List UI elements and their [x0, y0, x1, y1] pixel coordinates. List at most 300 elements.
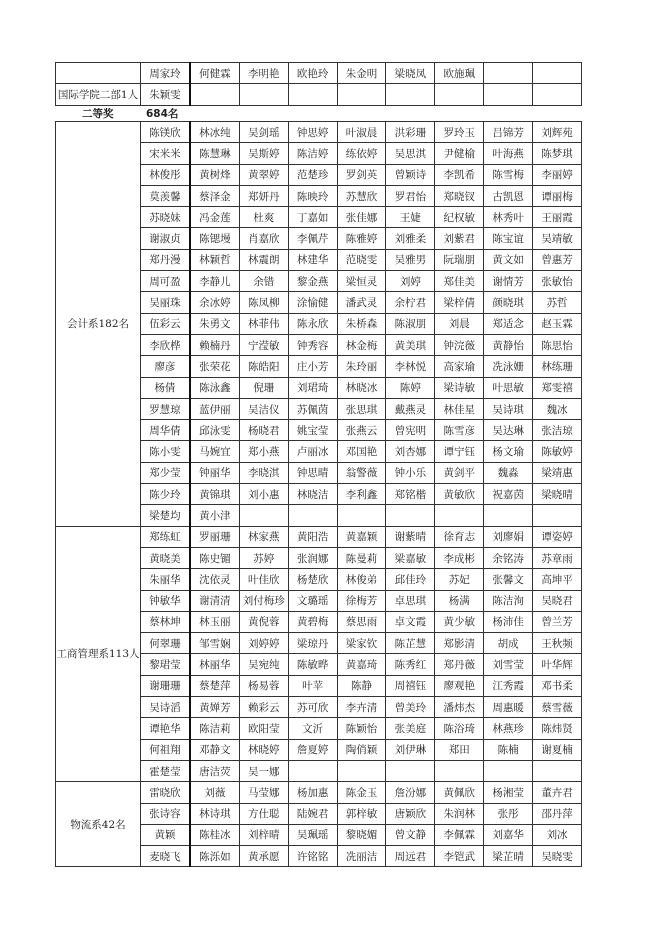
student-name-cell: 张燕云	[337, 420, 386, 441]
student-name-cell: 陈颖怡	[337, 718, 386, 739]
student-name-cell: 卓思琪	[386, 590, 435, 611]
student-name-cell: 陶俏颖	[337, 739, 386, 760]
student-name-cell: 黄静怡	[484, 334, 533, 355]
student-name-cell: 李凯希	[435, 164, 484, 185]
student-name-cell: 冼丽洁	[337, 846, 386, 867]
student-name-cell: 苏晓妹	[141, 207, 190, 228]
student-name-cell: 李卉清	[337, 697, 386, 718]
student-name-cell: 黄佩欣	[435, 782, 484, 803]
student-name-cell: 黄嘉颖	[337, 526, 386, 547]
table-row	[56, 526, 582, 547]
student-name-cell: 周可盈	[141, 271, 190, 292]
student-name-cell: 陈凤柳	[239, 292, 288, 313]
student-name-cell: 陈静	[337, 675, 386, 696]
student-name-cell: 欧艳玲	[288, 63, 337, 84]
student-name-cell: 蔡雪薇	[533, 697, 582, 718]
student-name-cell: 王婕	[386, 207, 435, 228]
student-name-cell: 欧阳莹	[239, 718, 288, 739]
student-name-cell: 刘雅柔	[386, 228, 435, 249]
table-row	[56, 122, 582, 143]
student-name-cell: 古凯恩	[484, 185, 533, 206]
student-name-cell: 刘付梅珍	[239, 590, 288, 611]
student-name-cell: 叶佳欣	[239, 569, 288, 590]
student-name-cell: 郑田	[435, 739, 484, 760]
student-name-cell: 曾兰芳	[533, 611, 582, 632]
student-name-cell: 潘武灵	[337, 292, 386, 313]
student-name-cell: 肖嘉欣	[239, 228, 288, 249]
student-name-cell: 杨文瑜	[484, 441, 533, 462]
student-name-cell: 黄敏欣	[435, 484, 484, 505]
department-label: 国际学院二部1人	[56, 84, 141, 105]
student-name-cell: 杨湘莹	[484, 782, 533, 803]
student-name-cell: 莫羡馨	[141, 185, 190, 206]
student-name-cell: 陈敏晔	[288, 654, 337, 675]
student-name-cell: 倪珊	[239, 377, 288, 398]
student-name-cell: 黄锦琪	[190, 484, 239, 505]
second-prize-table	[55, 121, 582, 867]
student-name-cell: 邓静文	[190, 739, 239, 760]
student-name-cell: 陈婷	[386, 377, 435, 398]
student-name-cell	[484, 505, 533, 526]
student-name-cell: 张荣花	[190, 356, 239, 377]
student-name-cell: 徐育志	[435, 526, 484, 547]
student-name-cell: 钟丽华	[190, 462, 239, 483]
student-name-cell	[239, 84, 288, 105]
student-name-cell: 陈敏婷	[533, 441, 582, 462]
department-label	[56, 63, 141, 84]
student-name-cell: 张润娜	[288, 547, 337, 568]
student-name-cell: 谢情芳	[484, 271, 533, 292]
student-name-cell: 蔡思雨	[337, 611, 386, 632]
student-name-cell: 周华倩	[141, 420, 190, 441]
student-name-cell: 冼泳姗	[484, 356, 533, 377]
student-name-cell: 欧施珮	[435, 63, 484, 84]
student-name-cell: 朱玲丽	[337, 356, 386, 377]
student-name-cell: 黄少敏	[435, 611, 484, 632]
student-name-cell: 卓文霞	[386, 611, 435, 632]
student-name-cell: 梁晓晴	[533, 484, 582, 505]
student-name-cell: 刘廖娟	[484, 526, 533, 547]
student-name-cell: 林丽华	[190, 654, 239, 675]
student-name-cell: 陈洁婷	[288, 143, 337, 164]
student-name-cell: 吴晓雯	[533, 846, 582, 867]
student-name-cell: 陈雅婷	[337, 228, 386, 249]
student-name-cell	[386, 760, 435, 781]
student-name-cell: 林菲伟	[239, 313, 288, 334]
student-name-cell: 郑小燕	[239, 441, 288, 462]
student-name-cell: 陈秀红	[386, 654, 435, 675]
student-name-cell: 陈镁欣	[141, 122, 190, 143]
student-name-cell: 林俊彤	[141, 164, 190, 185]
student-name-cell: 谭艳华	[141, 718, 190, 739]
student-name-cell: 谭姿婷	[533, 526, 582, 547]
student-name-cell: 陈雪彦	[435, 420, 484, 441]
student-name-cell: 余铭涛	[484, 547, 533, 568]
student-name-cell: 陈皓阳	[239, 356, 288, 377]
student-name-cell: 梁诗敏	[435, 377, 484, 398]
student-name-cell: 陆婉君	[288, 803, 337, 824]
student-name-cell: 谢夏楠	[533, 739, 582, 760]
department-label: 工商管理系113人	[56, 526, 141, 782]
student-name-cell: 叶华辉	[533, 654, 582, 675]
student-name-cell: 叶苹	[288, 675, 337, 696]
student-name-cell: 钟秀容	[288, 334, 337, 355]
student-name-cell: 吴丽珠	[141, 292, 190, 313]
student-name-cell: 刘雪莹	[484, 654, 533, 675]
student-name-cell: 黄嘉琦	[337, 654, 386, 675]
student-name-cell: 刘辉苑	[533, 122, 582, 143]
student-name-cell	[533, 760, 582, 781]
student-name-cell: 朱金明	[337, 63, 386, 84]
student-name-cell: 张思琪	[337, 398, 386, 419]
prize-count: 684名	[146, 108, 179, 120]
student-name-cell: 郑少莹	[141, 462, 190, 483]
student-name-cell: 刘薇	[190, 782, 239, 803]
student-name-cell: 张佳娜	[337, 207, 386, 228]
student-name-cell	[239, 505, 288, 526]
student-name-cell: 林燕珍	[484, 718, 533, 739]
student-name-cell: 赖彩云	[239, 697, 288, 718]
student-name-cell: 陈雪梅	[484, 164, 533, 185]
student-name-cell: 吴一娜	[239, 760, 288, 781]
student-name-cell: 林佳星	[435, 398, 484, 419]
student-name-cell	[533, 505, 582, 526]
student-name-cell: 黄剑平	[435, 462, 484, 483]
student-name-cell: 吴珮瑶	[288, 824, 337, 845]
student-name-cell	[337, 84, 386, 105]
student-name-cell: 李静儿	[190, 271, 239, 292]
student-name-cell: 何翠珊	[141, 633, 190, 654]
student-name-cell: 文璐瑶	[288, 590, 337, 611]
student-name-cell: 吕锦芳	[484, 122, 533, 143]
student-name-cell: 林晓冰	[337, 377, 386, 398]
student-name-cell: 黄树烽	[190, 164, 239, 185]
student-name-cell: 马莹娜	[239, 782, 288, 803]
student-name-cell: 曾惠芳	[533, 249, 582, 270]
student-name-cell: 李利鑫	[337, 484, 386, 505]
student-name-cell: 翁警薇	[337, 462, 386, 483]
student-name-cell: 胡成	[484, 633, 533, 654]
student-name-cell: 陈映玲	[288, 185, 337, 206]
student-name-cell: 蓝伊丽	[190, 398, 239, 419]
student-name-cell: 陈曼莉	[337, 547, 386, 568]
student-name-cell: 吴诗琪	[484, 398, 533, 419]
student-name-cell: 梁嘉敏	[386, 547, 435, 568]
student-name-cell	[288, 760, 337, 781]
student-name-cell	[484, 760, 533, 781]
student-name-cell: 廖观艳	[435, 675, 484, 696]
student-name-cell: 叶思敏	[484, 377, 533, 398]
student-name-cell: 张美庭	[386, 718, 435, 739]
student-name-cell: 罗丽珊	[190, 526, 239, 547]
student-name-cell: 郑妍丹	[239, 185, 288, 206]
student-name-cell: 郑丹漫	[141, 249, 190, 270]
student-name-cell: 黎金燕	[288, 271, 337, 292]
student-name-cell: 林练珊	[533, 356, 582, 377]
student-name-cell: 梁琼丹	[288, 633, 337, 654]
student-name-cell: 阮瑞朋	[435, 249, 484, 270]
student-name-cell: 高家瑜	[435, 356, 484, 377]
student-name-cell: 刘婷	[386, 271, 435, 292]
student-name-cell: 祝嘉茵	[484, 484, 533, 505]
student-name-cell: 霍楚莹	[141, 760, 190, 781]
student-name-cell: 李铠武	[435, 846, 484, 867]
student-name-cell: 李晓淇	[239, 462, 288, 483]
student-name-cell: 刘珺琦	[288, 377, 337, 398]
student-name-cell: 林秀叶	[484, 207, 533, 228]
student-name-cell: 冯金莲	[190, 207, 239, 228]
student-name-cell: 钟小乐	[386, 462, 435, 483]
student-name-cell: 邵丹萍	[533, 803, 582, 824]
student-name-cell: 杨满	[435, 590, 484, 611]
student-name-cell: 陈锶墁	[190, 228, 239, 249]
student-name-cell: 陈泳鑫	[190, 377, 239, 398]
student-name-cell: 周家玲	[141, 63, 190, 84]
student-name-cell: 陈永欣	[288, 313, 337, 334]
student-name-cell: 郑适念	[484, 313, 533, 334]
student-name-cell: 苏婷	[239, 547, 288, 568]
student-name-cell: 范晓雯	[337, 249, 386, 270]
student-name-cell: 邓国艳	[337, 441, 386, 462]
student-name-cell: 谭宁钰	[435, 441, 484, 462]
student-name-cell: 林玉丽	[190, 611, 239, 632]
student-name-cell: 王秋频	[533, 633, 582, 654]
student-name-cell: 李成彬	[435, 547, 484, 568]
student-name-cell: 李佩霖	[435, 824, 484, 845]
student-name-cell: 杜爽	[239, 207, 288, 228]
student-name-cell: 王丽霞	[533, 207, 582, 228]
student-name-cell: 尹健榆	[435, 143, 484, 164]
student-name-cell	[288, 505, 337, 526]
student-name-cell	[386, 505, 435, 526]
student-name-cell: 谢清清	[190, 590, 239, 611]
student-name-cell: 苏哲	[533, 292, 582, 313]
student-name-cell	[190, 84, 239, 105]
student-name-cell: 罗君怡	[386, 185, 435, 206]
student-name-cell: 吴斯婷	[239, 143, 288, 164]
student-name-cell: 江秀霞	[484, 675, 533, 696]
student-name-cell: 杨倩	[141, 377, 190, 398]
student-name-cell: 余柠君	[386, 292, 435, 313]
student-name-cell: 曾文静	[386, 824, 435, 845]
student-name-cell: 唐洁荧	[190, 760, 239, 781]
student-name-cell: 邓书柔	[533, 675, 582, 696]
student-name-cell: 戴燕灵	[386, 398, 435, 419]
student-name-cell: 高坤平	[533, 569, 582, 590]
student-name-cell: 郭梓敏	[337, 803, 386, 824]
student-name-cell: 赵玉霖	[533, 313, 582, 334]
student-name-cell: 林晓婷	[239, 739, 288, 760]
student-name-cell: 林晓洁	[288, 484, 337, 505]
student-name-cell: 黎珺莹	[141, 654, 190, 675]
student-name-cell: 陈思怡	[533, 334, 582, 355]
student-name-cell: 梁家钦	[337, 633, 386, 654]
student-name-cell: 卢丽冰	[288, 441, 337, 462]
student-name-cell: 叶海燕	[484, 143, 533, 164]
student-name-cell: 张馨文	[484, 569, 533, 590]
student-name-cell: 朱润林	[435, 803, 484, 824]
student-name-cell: 唐颖欣	[386, 803, 435, 824]
student-name-cell: 林建华	[288, 249, 337, 270]
student-name-cell: 徐梅芳	[337, 590, 386, 611]
student-name-cell: 朱勇文	[190, 313, 239, 334]
student-name-cell: 杨易蓉	[239, 675, 288, 696]
student-name-cell: 陈泺如	[190, 846, 239, 867]
student-name-cell: 罗玲玉	[435, 122, 484, 143]
student-name-cell: 潘炜杰	[435, 697, 484, 718]
student-name-cell: 周禧钰	[386, 675, 435, 696]
student-name-cell: 钟敏华	[141, 590, 190, 611]
student-name-cell: 陈金玉	[337, 782, 386, 803]
top-award-table	[55, 62, 582, 106]
student-name-cell: 刘晨	[435, 313, 484, 334]
student-name-cell: 伍彩云	[141, 313, 190, 334]
student-name-cell: 陈梦琪	[533, 143, 582, 164]
student-name-cell: 邱佳玲	[386, 569, 435, 590]
student-name-cell: 赖楠丹	[190, 334, 239, 355]
student-name-cell	[484, 84, 533, 105]
student-name-cell: 林颖哲	[190, 249, 239, 270]
student-name-cell: 苏妃	[435, 569, 484, 590]
student-name-cell	[435, 84, 484, 105]
student-name-cell: 黄承愿	[239, 846, 288, 867]
student-name-cell: 雷晓欣	[141, 782, 190, 803]
student-name-cell: 黄倪蓉	[239, 611, 288, 632]
student-name-cell: 梁芷晴	[484, 846, 533, 867]
student-name-cell: 丁嘉如	[288, 207, 337, 228]
student-name-cell: 马婉宜	[190, 441, 239, 462]
student-name-cell: 谭丽梅	[533, 185, 582, 206]
student-name-cell: 罗慧琼	[141, 398, 190, 419]
student-name-cell	[533, 63, 582, 84]
table-row	[56, 63, 582, 84]
department-label: 会计系182名	[56, 122, 141, 527]
student-name-cell: 张洁琼	[533, 420, 582, 441]
student-name-cell: 黎晓媚	[337, 824, 386, 845]
student-name-cell: 吴靖敏	[533, 228, 582, 249]
student-name-cell: 林诗琪	[190, 803, 239, 824]
student-name-cell: 詹汾娜	[386, 782, 435, 803]
student-name-cell: 何健霖	[190, 63, 239, 84]
student-name-cell: 蔡泽金	[190, 185, 239, 206]
student-name-cell: 郑练虹	[141, 526, 190, 547]
student-name-cell: 邱泳雯	[190, 420, 239, 441]
student-name-cell: 姚宝莹	[288, 420, 337, 441]
student-name-cell: 郑丹薇	[435, 654, 484, 675]
student-name-cell: 郑影清	[435, 633, 484, 654]
student-name-cell: 陈洁莉	[190, 718, 239, 739]
student-name-cell: 钟浣薇	[435, 334, 484, 355]
student-name-cell: 陈慧琳	[190, 143, 239, 164]
student-name-cell: 蔡林坤	[141, 611, 190, 632]
student-name-cell: 许铭铭	[288, 846, 337, 867]
student-name-cell: 邹雪娴	[190, 633, 239, 654]
student-name-cell: 洪彩珊	[386, 122, 435, 143]
student-name-cell	[533, 84, 582, 105]
student-name-cell: 陈浴琦	[435, 718, 484, 739]
student-name-cell: 黄晓美	[141, 547, 190, 568]
student-name-cell	[386, 84, 435, 105]
student-name-cell: 黄婵芳	[190, 697, 239, 718]
student-name-cell: 李佩芹	[288, 228, 337, 249]
student-name-cell: 梁梓倩	[435, 292, 484, 313]
student-name-cell: 陈宝谊	[484, 228, 533, 249]
student-name-cell: 陈洁洵	[484, 590, 533, 611]
student-name-cell: 黄阳浩	[288, 526, 337, 547]
student-name-cell: 谢紫晴	[386, 526, 435, 547]
student-name-cell: 陈小雯	[141, 441, 190, 462]
student-name-cell: 苏佩茵	[288, 398, 337, 419]
student-name-cell: 苏慧欣	[337, 185, 386, 206]
student-name-cell: 刘冰	[533, 824, 582, 845]
student-name-cell: 纪权敏	[435, 207, 484, 228]
student-name-cell: 余错	[239, 271, 288, 292]
student-name-cell: 郑铭楷	[386, 484, 435, 505]
student-name-cell: 曾颖诗	[386, 164, 435, 185]
student-name-cell: 曾宪明	[386, 420, 435, 441]
student-name-cell: 林震朗	[239, 249, 288, 270]
table-row	[56, 84, 582, 105]
student-name-cell: 张敏怡	[533, 271, 582, 292]
student-name-cell	[435, 760, 484, 781]
student-name-cell: 苏章雨	[533, 547, 582, 568]
prize-level-heading: 二等奖	[82, 108, 114, 120]
student-name-cell: 陈炜贤	[533, 718, 582, 739]
student-name-cell: 陈淑朋	[386, 313, 435, 334]
student-name-cell: 董卉君	[533, 782, 582, 803]
student-name-cell: 涂愉健	[288, 292, 337, 313]
student-name-cell: 杨沛佳	[484, 611, 533, 632]
student-name-cell: 叶淑晨	[337, 122, 386, 143]
student-name-cell: 林家燕	[239, 526, 288, 547]
student-name-cell: 吴诗滔	[141, 697, 190, 718]
student-name-cell: 陈史镅	[190, 547, 239, 568]
student-name-cell: 周惠暖	[484, 697, 533, 718]
student-name-cell: 吴剑瑶	[239, 122, 288, 143]
student-name-cell: 林金梅	[337, 334, 386, 355]
student-name-cell: 刘杏娜	[386, 441, 435, 462]
student-name-cell: 黄美琪	[386, 334, 435, 355]
student-name-cell: 吴洁仪	[239, 398, 288, 419]
student-name-cell: 谢淑贞	[141, 228, 190, 249]
student-name-cell: 陈少玲	[141, 484, 190, 505]
student-name-cell: 刘伊琳	[386, 739, 435, 760]
student-name-cell: 刘小惠	[239, 484, 288, 505]
student-name-cell: 钟思晴	[288, 462, 337, 483]
student-name-cell: 吴宛纯	[239, 654, 288, 675]
student-name-cell: 刘嘉华	[484, 824, 533, 845]
student-name-cell: 庄小芳	[288, 356, 337, 377]
student-name-cell	[435, 505, 484, 526]
student-name-cell: 宁滢敏	[239, 334, 288, 355]
student-name-cell: 麦晓飞	[141, 846, 190, 867]
student-name-cell: 苏可欣	[288, 697, 337, 718]
student-name-cell: 沈依灵	[190, 569, 239, 590]
student-name-cell: 李丽婷	[533, 164, 582, 185]
student-name-cell: 朱桥森	[337, 313, 386, 334]
student-name-cell: 练依婷	[337, 143, 386, 164]
student-name-cell: 李明艳	[239, 63, 288, 84]
student-name-cell	[484, 63, 533, 84]
student-name-cell: 朱颖雯	[141, 84, 190, 105]
student-name-cell	[288, 84, 337, 105]
student-name-cell: 郑雯禧	[533, 377, 582, 398]
student-name-cell: 谢珊珊	[141, 675, 190, 696]
student-name-cell: 黄翠婷	[239, 164, 288, 185]
student-name-cell: 文沂	[288, 718, 337, 739]
student-name-cell: 黄碧梅	[288, 611, 337, 632]
student-name-cell: 张彤	[484, 803, 533, 824]
